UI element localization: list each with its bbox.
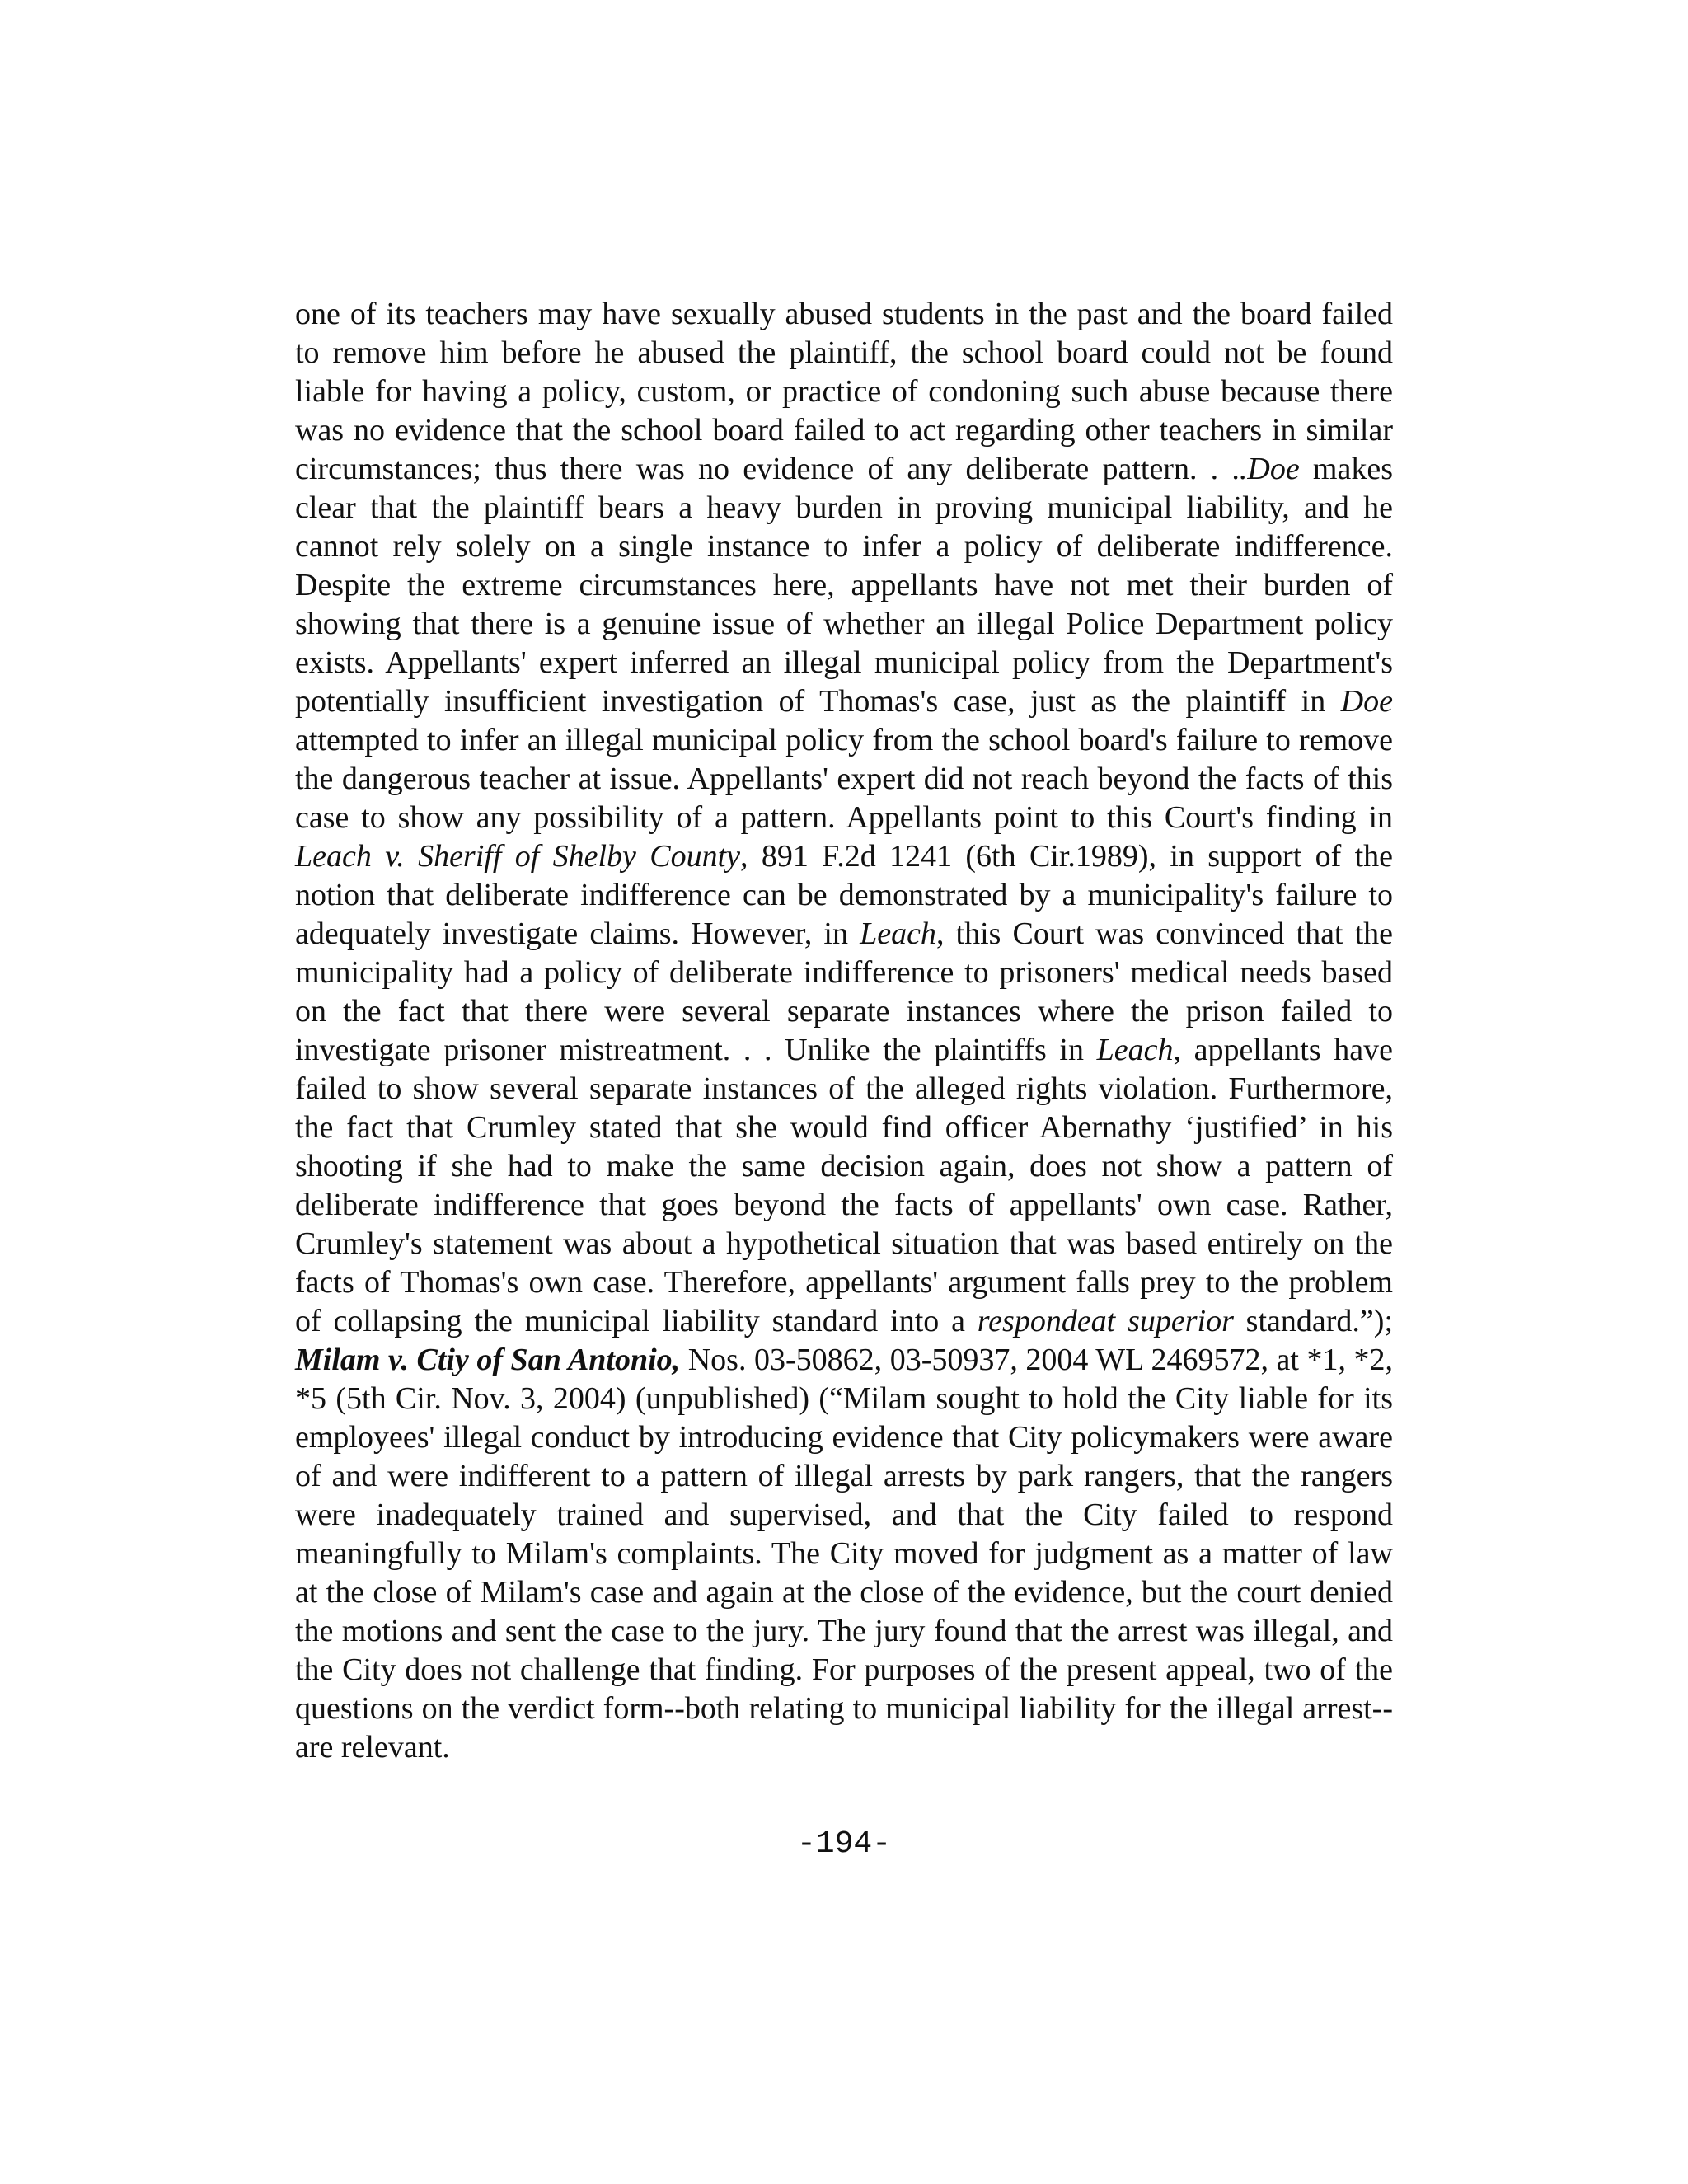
- latin-term-respondeat-superior: respondeat superior: [977, 1304, 1234, 1338]
- body-paragraph: [295, 295, 1393, 1767]
- text-segment: , 891 F.2d 1241 (6th Cir.1989), in support of the notion that deliberate indifference can be demonstrated by a municipality's failure to adequately investigate claims. However, in: [295, 839, 1393, 951]
- text-segment: makes clear that the plaintiff bears a heavy burden in proving municipal liability, and he cannot rely solely on a single instance to infer a policy of deliberate indifference. Despite the extreme circumstances here, appellants have not met their burden of showing that there is a genuine issue of whether an illegal Police Department policy exists. Appellants' expert inferred an illegal municipal policy from the Department's potentially insufficient investigation of Thomas's case, just as the plaintiff in: [295, 452, 1394, 719]
- page-number: -194-: [796, 1826, 892, 1862]
- text-segment: Nos. 03-50862, 03-50937, 2004 WL 2469572, at *1, *2, *5 (5th Cir. Nov. 3, 2004) (unpublished) (“Milam sought to hold the City liable for its employees' illegal conduct by introducing evidence that City policymakers were aware of and were indifferent to a pattern of illegal arrests by park rangers, that the rangers were inadequately trained and supervised, and that the City failed to respond meaningfully to Milam's complaints. The City moved for judgment as a matter of law at the close of Milam's case and again at the close of the evidence, but the court denied the motions and sent the case to the jury. The jury found that the arrest was illegal, and the City does not challenge that finding. For purposes of the present appeal, two of the questions on the verdict form--both relating to municipal liability for the illegal arrest--are relevant.: [295, 1343, 1393, 1765]
- case-name-doe: .Doe: [1239, 452, 1300, 486]
- text-segment: , appellants have failed to show several separate instances of the alleged rights violation. Furthermore, the fact that Crumley stated that she would find officer Abernathy ‘justified’ in his shooting if she had to make the same decision again, does not show a pattern of deliberate indifference that goes beyond the facts of appellants' own case. Rather, Crumley's statement was about a hypothetical situation that was based entirely on the facts of Thomas's own case. Therefore, appellants' argument falls prey to the problem of collapsing the municipal liability standard into a: [295, 1033, 1393, 1338]
- case-name-leach: Leach: [860, 916, 936, 951]
- text-segment: standard.”);: [1233, 1304, 1393, 1338]
- text-segment: one of its teachers may have sexually abused students in the past and the board failed to remove him before he abused the plaintiff, the school board could not be found liable for having a policy, custom, or practice of condoning such abuse because there was no evidence that the school board failed to act regarding other teachers in similar circumstances; thus there was no evidence of any deliberate pattern. . .: [295, 297, 1393, 486]
- case-name-doe: Doe: [1340, 684, 1393, 719]
- case-name-leach-full: Leach v. Sheriff of Shelby County: [295, 839, 740, 874]
- text-segment: , this Court was convinced that the municipality had a policy of deliberate indifference to prisoners' medical needs based on the fact that there were several separate instances where the prison failed to investigate prisoner mistreatment. . . Unlike the plaintiffs in: [295, 916, 1393, 1067]
- case-name-milam: Milam v. Ctiy of San Antonio,: [295, 1343, 681, 1377]
- case-name-leach: Leach: [1096, 1033, 1174, 1067]
- text-segment: attempted to infer an illegal municipal policy from the school board's failure to remove the dangerous teacher at issue. Appellants' expert did not reach beyond the facts of this case to show any possibility of a pattern. Appellants point to this Court's finding in: [295, 723, 1393, 835]
